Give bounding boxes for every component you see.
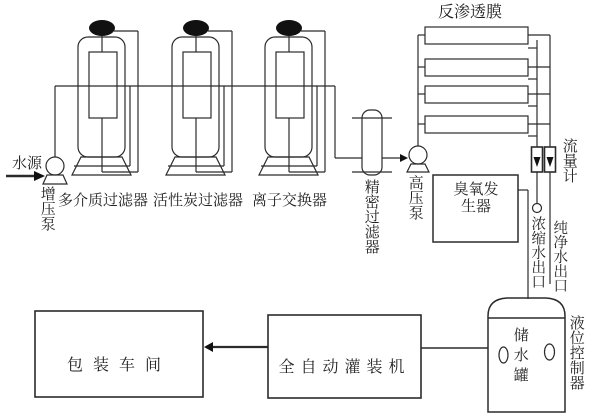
level-controller-label: 液位控制器 <box>567 315 586 390</box>
ozone-generator-label: 臭氧发生器 <box>453 180 499 215</box>
water-source-arrow-icon <box>6 171 45 181</box>
pure-water-outlet-label: 纯净水出口 <box>551 220 568 293</box>
booster-pump-shape <box>43 86 67 184</box>
tank-ion-exchanger <box>259 20 325 175</box>
concentrate-outlet-label: 浓缩水出口 <box>529 216 546 289</box>
filling-machine-label: 全自动灌装机 <box>278 357 411 376</box>
ro-membrane-bank <box>418 27 550 147</box>
ro-membrane-label: 反渗透膜 <box>438 2 503 21</box>
multimedia-filter-label: 多介质过滤器 <box>58 191 149 209</box>
flow-meter-label: 流量计 <box>560 138 579 183</box>
ion-exchanger-label: 离子交换器 <box>252 191 328 209</box>
high-pressure-pump-label: 高压泵 <box>406 175 425 220</box>
tank-carbon-filter <box>166 20 232 175</box>
transfer-pipe <box>335 86 408 162</box>
storage-tank-label: 储水罐 <box>511 327 530 387</box>
tank-multimedia-filter <box>72 20 138 175</box>
packaging-workshop-label: 包装车间 <box>66 355 171 374</box>
water-source-label: 水源 <box>12 154 43 172</box>
precision-filter-shape <box>352 110 392 175</box>
flow-meter-shapes <box>532 147 556 172</box>
filler-to-packaging-arrow <box>204 342 268 352</box>
precision-filter-label: 精密过滤器 <box>362 179 381 254</box>
booster-pump-label: 增压泵 <box>38 186 57 231</box>
concentrate-outlet-pipe <box>533 172 542 213</box>
carbon-filter-label: 活性炭过滤器 <box>153 191 244 209</box>
